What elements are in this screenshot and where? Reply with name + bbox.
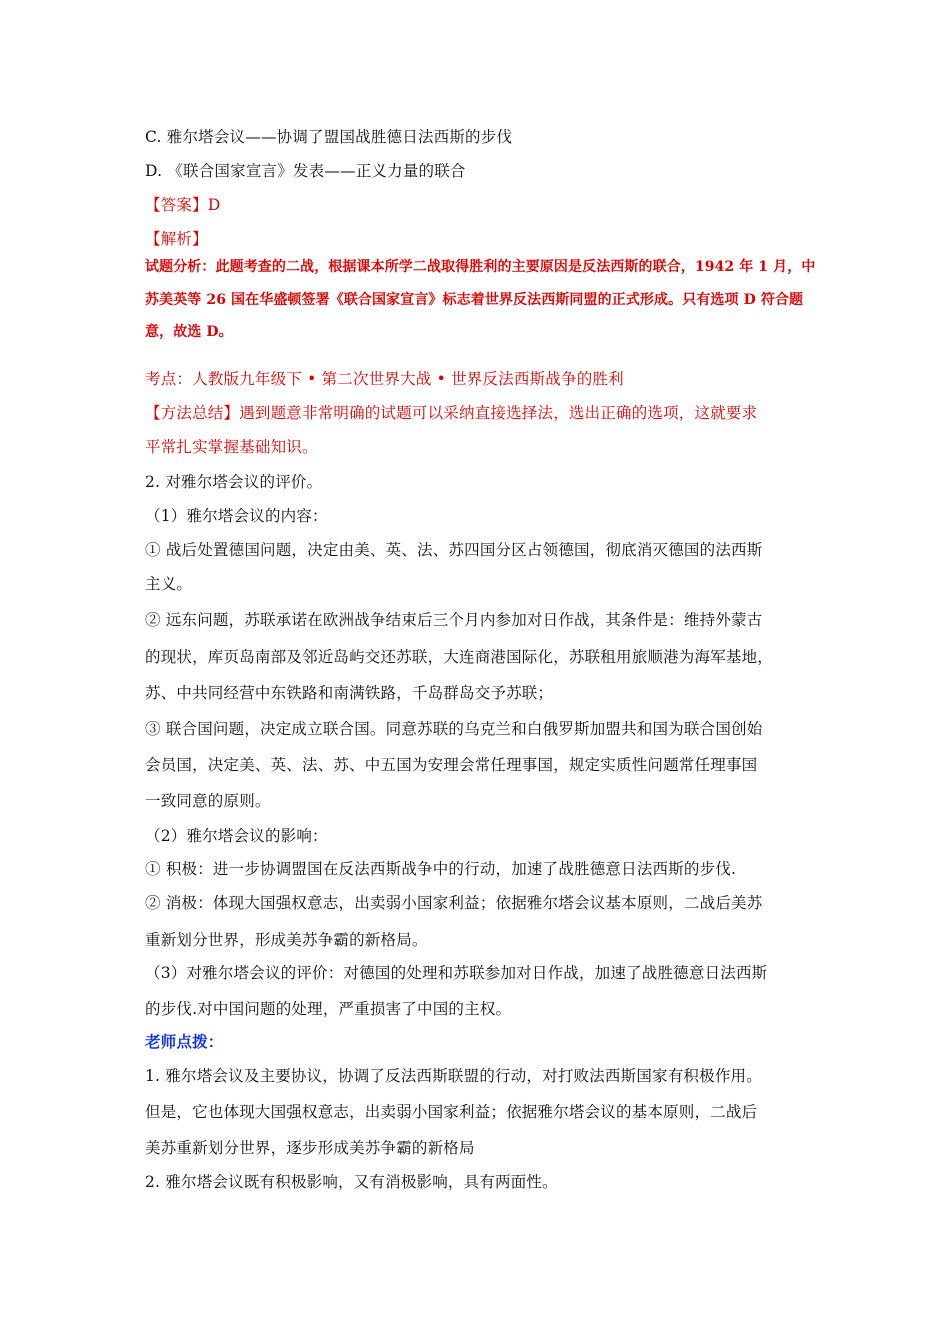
method-line-2: 平常扎实掌握基础知识。 [145,438,318,456]
content-line-2: 主义。 [145,575,193,593]
content-heading: （1）雅尔塔会议的内容： [145,507,328,525]
eval-line-2: 的步伐.对中国问题的处理，严重损害了中国的主权。 [145,1000,512,1018]
impact-line-3: 重新划分世界，形成美苏争霸的新格局。 [145,931,428,949]
content-line-1: ① 战后处置德国问题，决定由美、英、法、苏四国分区占领德国，彻底消灭德国的法西斯 [145,541,763,559]
option-d: D. 《联合国家宣言》发表——正义力量的联合 [145,162,466,180]
content-line-6: ③ 联合国问题，决定成立联合国。同意苏联的乌克兰和白俄罗斯加盟共和国为联合国创始 [145,720,763,738]
answer-line [145,195,220,215]
analysis-line-1: 试题分析：此题考查的二战，根据课本所学二战取得胜利的主要原因是反法西斯的联合，1942 年 1 月，中 [145,259,816,275]
impact-heading: （2）雅尔塔会议的影响： [145,827,328,845]
content-line-8: 一致同意的原则。 [145,792,271,810]
eval-line-1: （3）对雅尔塔会议的评价：对德国的处理和苏联参加对日作战，加速了战胜德意日法西斯 [145,964,768,982]
content-line-7: 会员国，决定美、英、法、苏、中五国为安理会常任理事国，规定实质性问题常任理事国 [145,756,758,774]
analysis-line-3: 意，故选 D。 [145,324,233,340]
analysis-line-2: 苏美英等 26 国在华盛顿签署《联合国家宣言》标志着世界反法西斯同盟的正式形成。只有选项 D 符合题 [145,292,804,308]
content-line-3: ② 远东问题，苏联承诺在欧洲战争结束后三个月内参加对日作战，其条件是：维持外蒙古 [145,611,763,629]
method-line-1: 【方法总结】遇到题意非常明确的试题可以采纳直接选择法，选出正确的选项，这就要求 [145,404,758,422]
content-line-4: 的现状，库页岛南部及邻近岛屿交还苏联，大连商港国际化，苏联租用旅顺港为海军基地， [145,648,774,666]
kaodian-line: 考点：人教版九年级下 • 第二次世界大战 • 世界反法西斯战争的胜利 [145,370,624,388]
impact-line-1: ① 积极：进一步协调盟国在反法西斯战争中的行动，加速了战胜德意日法西斯的步伐. [145,860,737,878]
teacher-line-4: 2. 雅尔塔会议既有积极影响，又有消极影响，具有两面性。 [145,1173,558,1191]
teacher-line-3: 美苏重新划分世界，逐步形成美苏争霸的新格局 [145,1139,475,1157]
impact-line-2: ② 消极：体现大国强权意志，出卖弱小国家利益；依据雅尔塔会议基本原则，二战后美苏 [145,894,763,912]
content-line-5: 苏、中共同经营中东铁路和南满铁路，千岛群岛交予苏联； [145,684,554,702]
teacher-label: 老师点拨： [145,1032,224,1051]
teacher-line-1: 1. 雅尔塔会议及主要协议，协调了反法西斯联盟的行动，对打败法西斯国家有积极作用。 [145,1067,762,1085]
answer-label: 【答案】 [145,196,208,214]
section2-title: 2. 对雅尔塔会议的评价。 [145,473,323,491]
option-c: C. 雅尔塔会议——协调了盟国战胜德日法西斯的步伐 [145,128,513,146]
teacher-line-2: 但是，它也体现大国强权意志，出卖弱小国家利益；依据雅尔塔会议的基本原则，二战后 [145,1103,758,1121]
analysis-label: 【解析】 [145,230,208,248]
answer-value: D [207,196,221,214]
